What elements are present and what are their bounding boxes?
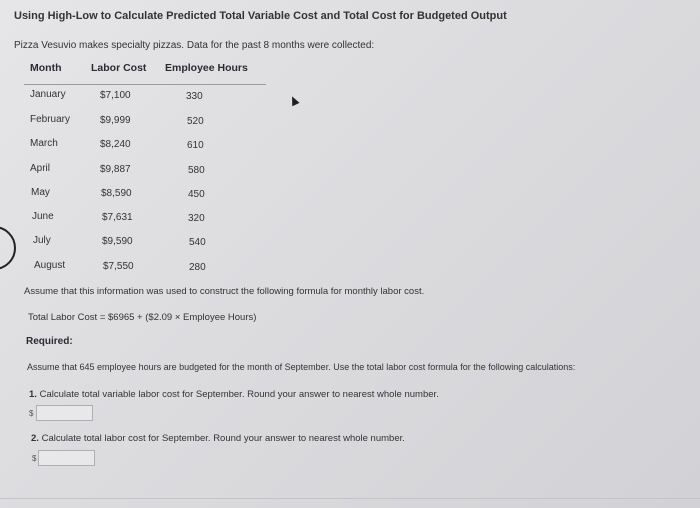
hours-cell: 320 [188, 213, 205, 224]
variable-labor-cost-input[interactable] [36, 405, 93, 421]
labor-cost-cell: $8,240 [100, 139, 131, 150]
intro-text: Pizza Vesuvio makes specialty pizzas. Data for the past 8 months were collected: [14, 40, 375, 51]
question-number: 2. [31, 433, 39, 444]
question-text: Calculate total labor cost for September. Round your answer to nearest whole number. [41, 433, 405, 444]
labor-cost-cell: $9,590 [102, 236, 133, 247]
question-text: Calculate total variable labor cost for September. Round your answer to nearest whole number. [39, 389, 439, 400]
labor-cost-cell: $7,100 [100, 90, 131, 101]
total-labor-cost-input[interactable] [38, 450, 95, 466]
assumption-text: Assume that this information was used to construct the following formula for monthly labor cost. [24, 286, 425, 297]
month-cell: July [33, 235, 51, 246]
page-title: Using High-Low to Calculate Predicted Total Variable Cost and Total Cost for Budgeted Output [14, 10, 507, 22]
budget-text: Assume that 645 employee hours are budgeted for the month of September. Use the total labor cost formula for the following calculations: [27, 362, 576, 372]
question-number: 1. [29, 389, 37, 400]
hours-cell: 610 [187, 140, 204, 151]
month-cell: January [30, 89, 66, 100]
month-cell: June [32, 211, 54, 222]
formula-text: Total Labor Cost = $6965 + ($2.09 × Employee Hours) [28, 312, 257, 323]
month-cell: February [30, 114, 71, 125]
labor-cost-cell: $9,887 [100, 164, 131, 175]
labor-cost-cell: $7,631 [102, 212, 133, 223]
column-header-month: Month [30, 62, 62, 74]
mouse-cursor-icon [288, 95, 299, 107]
hours-cell: 540 [189, 237, 206, 248]
table-header-divider [24, 84, 266, 85]
currency-symbol: $ [32, 454, 37, 463]
hours-cell: 280 [189, 262, 206, 273]
month-cell: April [30, 163, 51, 174]
hours-cell: 520 [187, 116, 204, 127]
labor-cost-cell: $9,999 [100, 115, 131, 126]
question-1 [29, 389, 439, 400]
labor-cost-cell: $8,590 [101, 188, 132, 199]
question-2 [31, 433, 405, 444]
bottom-divider [0, 498, 700, 499]
radio-circle-icon [0, 226, 16, 270]
hours-cell: 580 [188, 165, 205, 176]
month-cell: May [31, 187, 50, 198]
hours-cell: 330 [186, 91, 203, 102]
currency-symbol: $ [29, 409, 34, 418]
column-header-labor-cost: Labor Cost [91, 62, 147, 74]
required-heading: Required: [26, 336, 73, 347]
column-header-employee-hours: Employee Hours [165, 62, 248, 74]
month-cell: March [30, 138, 58, 149]
month-cell: August [34, 260, 66, 271]
labor-cost-cell: $7,550 [103, 261, 134, 272]
hours-cell: 450 [188, 189, 205, 200]
